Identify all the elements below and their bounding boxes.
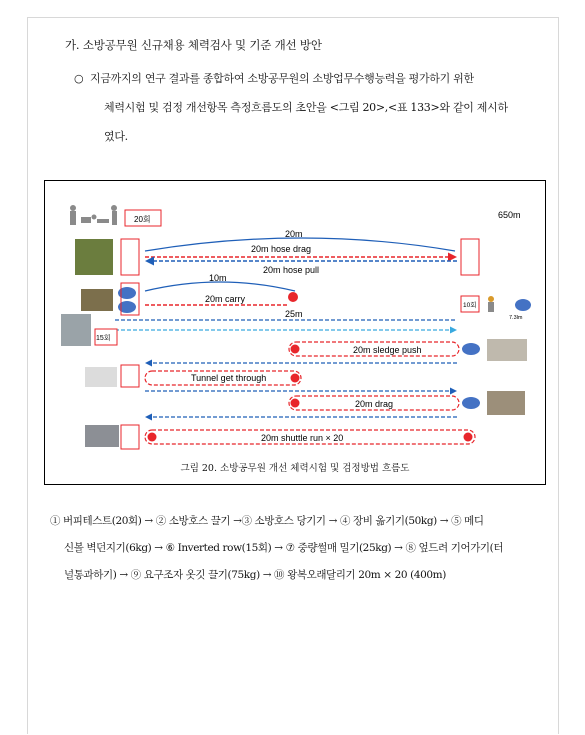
shuttle-start-box (121, 425, 139, 449)
paragraph-line: 지금까지의 연구 결과를 종합하여 소방공무원의 소방업무수행능력을 평가하기 위한 (90, 72, 474, 85)
tunnel-label: Tunnel get through (191, 373, 267, 383)
end-zone-box (461, 239, 479, 275)
sledge-push-label: 20m sledge push (353, 345, 422, 355)
hose-drag-label: 20m hose drag (251, 244, 312, 254)
section-heading: 가. 소방공무원 신규채용 체력검사 및 기준 개선 방안 (65, 38, 322, 52)
inverted-row-photo (61, 314, 91, 346)
flow-diagram (45, 181, 545, 484)
medicine-ball-icon (488, 296, 494, 302)
drag-label: 20m drag (355, 399, 394, 409)
sledge-photo (487, 339, 527, 361)
bullet-circle: ○ (74, 72, 84, 85)
shuttle-photo (85, 425, 119, 447)
dist-label-25m: 25m (285, 309, 303, 319)
drag-photo (487, 391, 525, 415)
distance-arc-10m (145, 282, 295, 291)
flow-diagram-figure (44, 180, 546, 485)
marker-ellipse (462, 397, 480, 409)
paragraph-line: 체력시험 및 검정 개선항목 측정흐름도의 초안을 <그림 20>,<표 133>와 같이 제시하 (104, 101, 508, 114)
total-distance: 650m (498, 210, 521, 220)
drag-start-point (291, 399, 300, 408)
flow-line: 널통과하기) → ⑨ 요구조자 옷깃 끌기(75kg) → ⑩ 왕복오래달리기 20m × 20 (400m) (64, 569, 446, 581)
paragraph-line: 였다. (104, 130, 128, 143)
dist-label-20m: 20m (285, 229, 303, 239)
dist-label-10m: 10m (209, 273, 227, 283)
start-zone-box (121, 239, 139, 275)
shuttle-point-left (148, 433, 157, 442)
ball-weight: 7.3lm (509, 315, 523, 321)
carry-label: 20m carry (205, 294, 246, 304)
row-count: 15회 (96, 335, 111, 342)
marker-ellipse (515, 299, 531, 311)
flow-line: ① 버피테스트(20회) → ② 소방호스 끌기 →③ 소방호스 당기기 → ④ 장비 옮기기(50kg) → ⑤ 메디 (50, 515, 484, 527)
tunnel-sketch (85, 367, 117, 387)
shuttle-label: 20m shuttle run × 20 (261, 433, 344, 443)
burpee-figures-icon (70, 205, 117, 225)
procedure-flow-text (50, 508, 550, 589)
carry-count: 10회 (463, 302, 477, 309)
figure-caption: 그림 20. 소방공무원 개선 체력시험 및 검정방법 흐름도 (180, 463, 410, 474)
shuttle-point-right (464, 433, 473, 442)
carry-turn-point (288, 292, 298, 302)
burpee-count: 20회 (134, 215, 151, 224)
flow-line: 신볼 벽던지기(6kg) → ⑥ Inverted row(15회) → ⑦ 중량썰매 밀기(25kg) → ⑧ 엎드려 기어가기(터 (64, 542, 504, 554)
sledge-start-point (291, 345, 300, 354)
tunnel-start-box (121, 365, 139, 387)
tunnel-turn-point (291, 374, 300, 383)
carry-photo (81, 289, 113, 311)
thrower-icon (488, 302, 494, 312)
intro-paragraph (74, 64, 544, 151)
marker-ellipse (462, 343, 480, 355)
hose-photo (75, 239, 113, 275)
hose-pull-label: 20m hose pull (263, 265, 320, 275)
